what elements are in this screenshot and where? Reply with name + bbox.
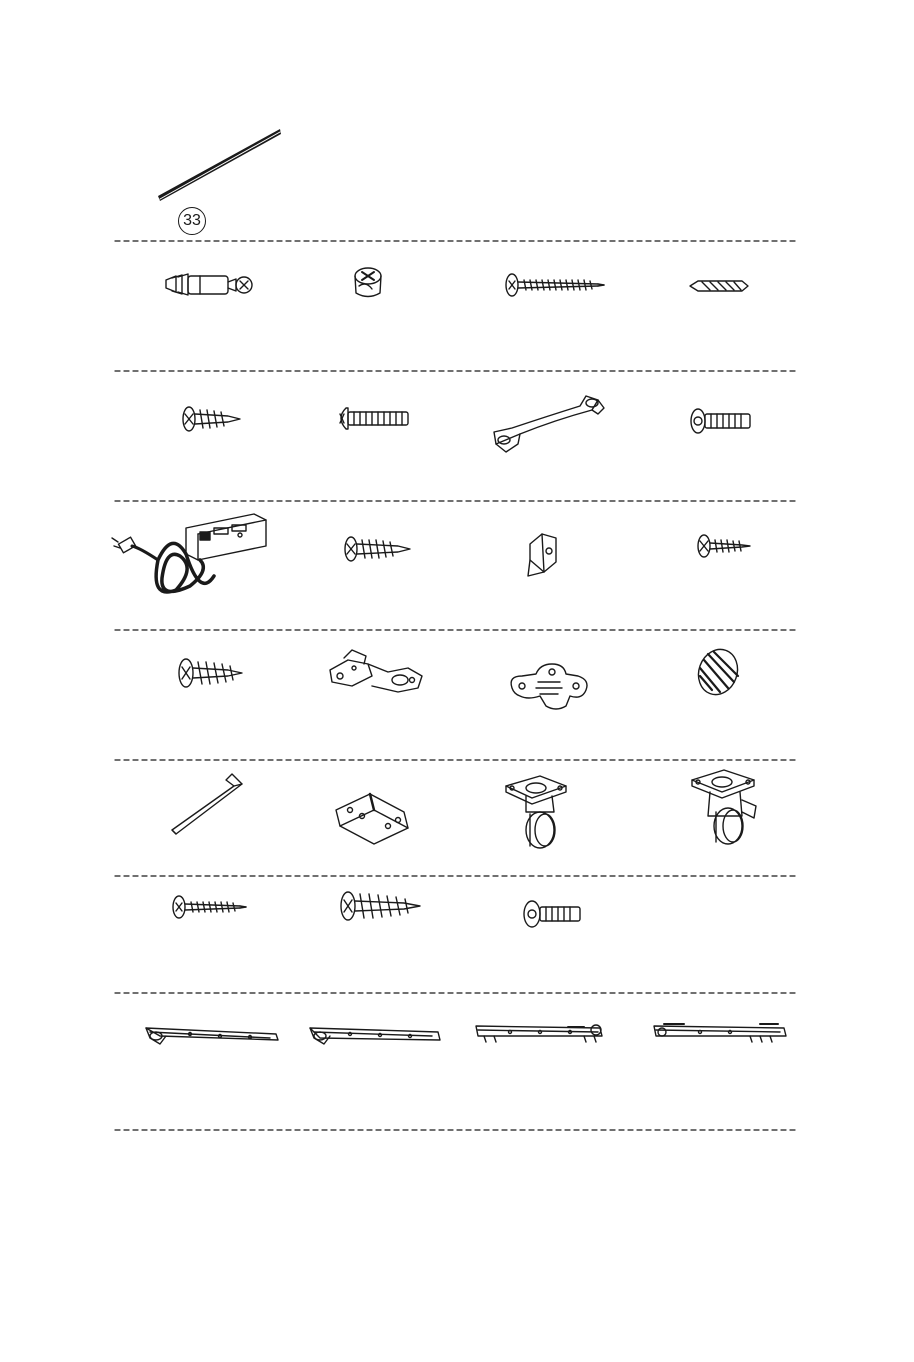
locking-swivel-caster bbox=[692, 770, 756, 844]
short-wood-screw bbox=[183, 407, 240, 431]
long-wood-screw-2 bbox=[173, 896, 246, 918]
strip-rod bbox=[158, 129, 281, 201]
cover-cap bbox=[692, 644, 743, 700]
swivel-caster bbox=[506, 776, 566, 848]
concealed-hinge bbox=[330, 650, 422, 692]
coarse-thread-screw-2 bbox=[341, 892, 420, 920]
l-corner-bracket bbox=[528, 534, 556, 576]
machine-bolt bbox=[340, 408, 408, 429]
drawer-slide-3 bbox=[476, 1025, 602, 1042]
drawer-slide-2 bbox=[310, 1028, 440, 1044]
pan-head-screw bbox=[698, 535, 750, 557]
cam-bolt bbox=[166, 274, 252, 295]
invisible-hinge bbox=[511, 664, 587, 709]
handle bbox=[494, 396, 604, 452]
coarse-thread-screw bbox=[179, 659, 242, 687]
part-number-badge: 33 bbox=[178, 207, 206, 235]
wooden-dowel bbox=[690, 281, 748, 291]
drawer-slide-4 bbox=[654, 1024, 786, 1042]
allen-key bbox=[172, 774, 242, 834]
allen-bolt-2 bbox=[524, 901, 580, 927]
butt-hinge bbox=[336, 794, 408, 844]
power-strip-with-cord bbox=[112, 514, 266, 592]
wood-screw bbox=[345, 537, 410, 561]
row-dividers bbox=[115, 241, 798, 1130]
allen-bolt bbox=[691, 409, 750, 433]
cam-lock bbox=[355, 268, 381, 297]
drawer-slide-1 bbox=[146, 1028, 278, 1044]
long-wood-screw bbox=[506, 274, 604, 296]
